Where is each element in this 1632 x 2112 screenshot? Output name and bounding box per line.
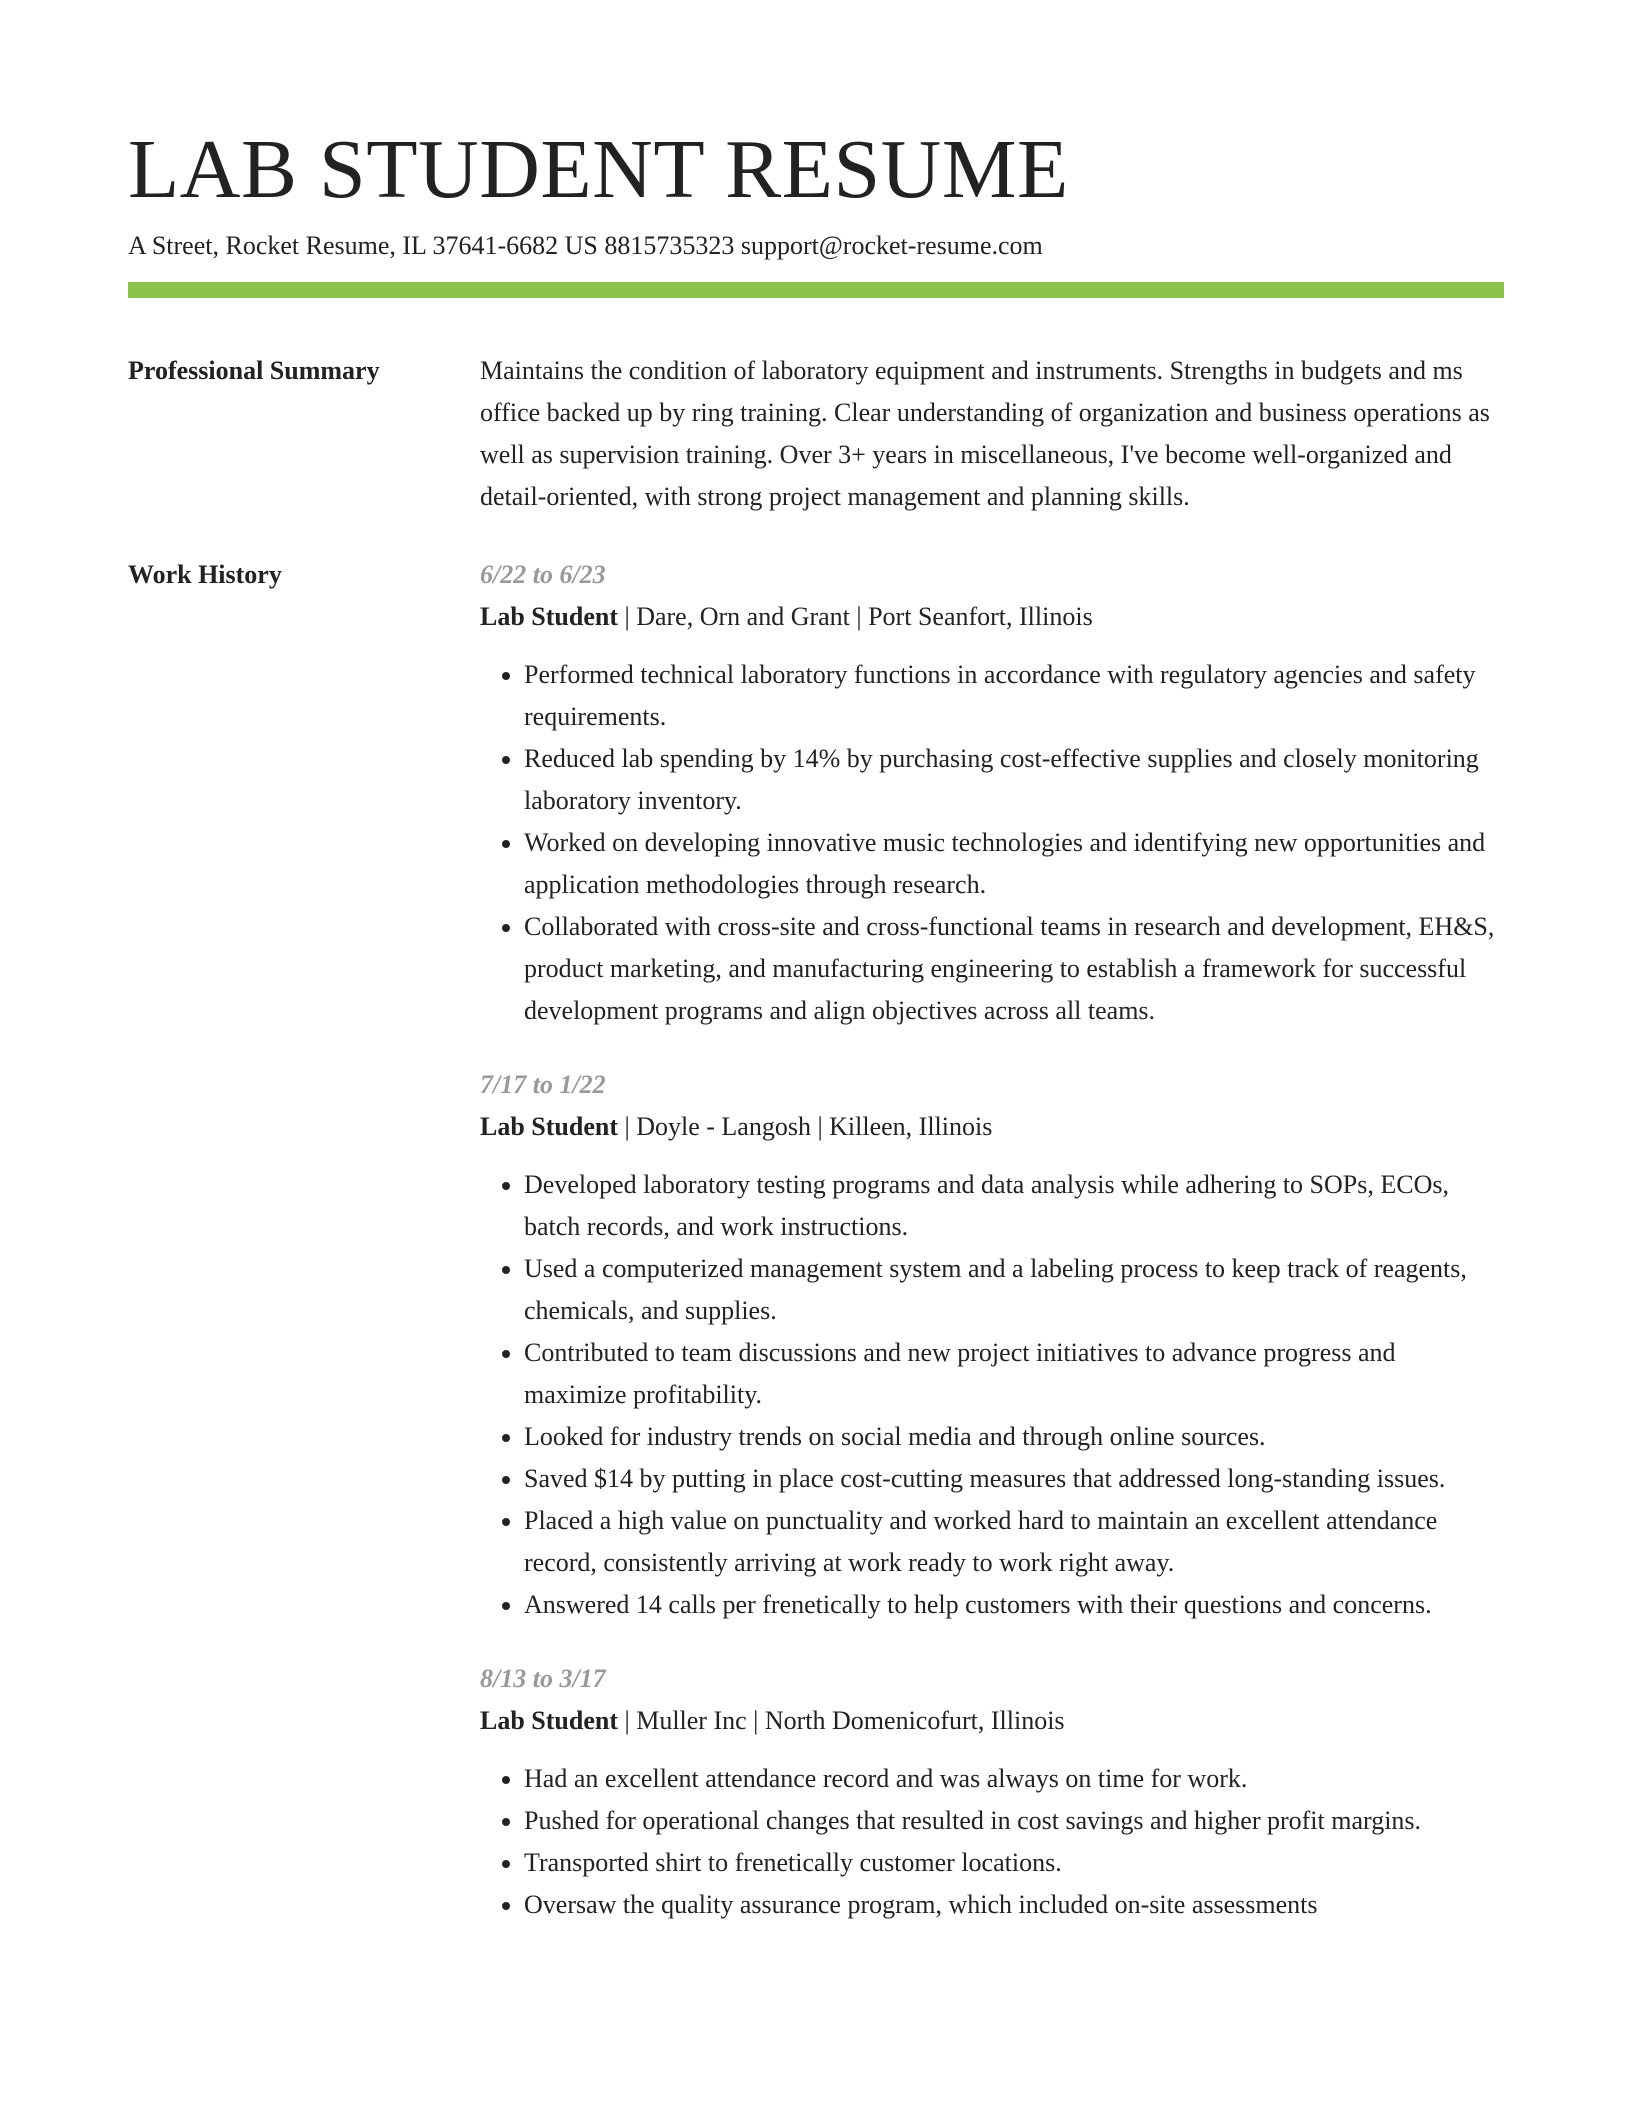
job-dates: 8/13 to 3/17 [480,1664,606,1693]
job-heading [480,1106,1504,1148]
work-history-section [128,554,1504,1958]
summary-section [128,350,1504,518]
resume-title: LAB STUDENT RESUME [128,123,1069,216]
job-employer-location: | Muller Inc | North Domenicofurt, Illinois [618,1706,1065,1735]
job-duty: • Saved $14 by putting in place cost-cutting measures that addressed long-standing issues. [524,1458,1504,1500]
job-duty: • Had an excellent attendance record and was always on time for work. [524,1758,1504,1800]
job-title: Lab Student [480,1706,618,1735]
job-dates: 7/17 to 1/22 [480,1070,606,1099]
job-duty: • Transported shirt to frenetically customer locations. [524,1842,1504,1884]
job-duty: • Looked for industry trends on social media and through online sources. [524,1416,1504,1458]
summary-label: Professional Summary [128,356,380,385]
job-duty: • Answered 14 calls per frenetically to help customers with their questions and concerns. [524,1584,1504,1626]
job-duties [480,1164,1504,1626]
job-duty: • Oversaw the quality assurance program, which included on-site assessments [524,1884,1504,1926]
job-duties [480,1758,1504,1926]
job-entry [480,1658,1504,1926]
job-employer-location: | Dare, Orn and Grant | Port Seanfort, Illinois [618,602,1093,631]
job-duty: • Worked on developing innovative music technologies and identifying new opportunities and application methodologies through research. [524,822,1504,906]
work-history-label: Work History [128,560,282,589]
summary-text: Maintains the condition of laboratory equipment and instruments. Strengths in budgets and ms office backed up by ring training. Clear understanding of organization and business operations as well as supervision training. Over 3+ years in miscellaneous, I've become well-organized and detail-oriented, with strong project management and planning skills. [480,356,1490,511]
resume-page [128,120,1504,1958]
job-duty: • Pushed for operational changes that resulted in cost savings and higher profit margins. [524,1800,1504,1842]
accent-divider [128,282,1504,298]
job-duty: • Developed laboratory testing programs and data analysis while adhering to SOPs, ECOs, batch records, and work instructions. [524,1164,1504,1248]
job-heading [480,1700,1504,1742]
job-duty: • Used a computerized management system and a labeling process to keep track of reagents, chemicals, and supplies. [524,1248,1504,1332]
job-dates: 6/22 to 6/23 [480,560,606,589]
job-duty: • Placed a high value on punctuality and worked hard to maintain an excellent attendance record, consistently arriving at work ready to work right away. [524,1500,1504,1584]
job-duties [480,654,1504,1032]
job-heading [480,596,1504,638]
job-duty: • Performed technical laboratory functions in accordance with regulatory agencies and safety requirements. [524,654,1504,738]
job-entry [480,554,1504,1032]
job-title: Lab Student [480,1112,618,1141]
job-duty: • Reduced lab spending by 14% by purchasing cost-effective supplies and closely monitoring laboratory inventory. [524,738,1504,822]
job-duty: • Collaborated with cross-site and cross-functional teams in research and development, EH&S, product marketing, and manufacturing engineering to establish a framework for successful development programs and align objectives across all teams. [524,906,1504,1032]
job-employer-location: | Doyle - Langosh | Killeen, Illinois [618,1112,993,1141]
job-list [480,554,1504,1958]
job-duty: • Contributed to team discussions and new project initiatives to advance progress and maximize profitability. [524,1332,1504,1416]
job-entry [480,1064,1504,1626]
job-title: Lab Student [480,602,618,631]
contact-line: A Street, Rocket Resume, IL 37641-6682 US 8815735323 support@rocket-resume.com [128,231,1043,260]
